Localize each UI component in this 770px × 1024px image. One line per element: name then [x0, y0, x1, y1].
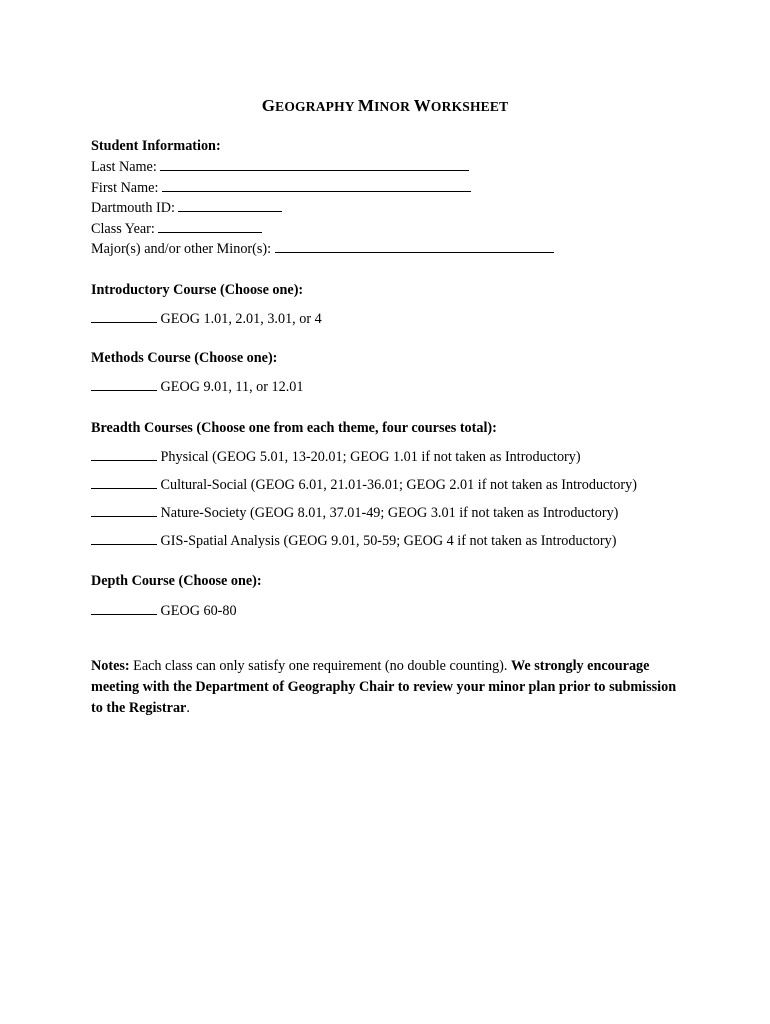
last-name-field[interactable] — [160, 157, 469, 171]
breadth-option: Physical (GEOG 5.01, 13-20.01; GEOG 1.01 if not taken as Introductory) — [160, 449, 581, 465]
intro-course-field[interactable] — [91, 309, 157, 323]
methods-heading: Methods Course (Choose one): — [91, 350, 278, 366]
last-name-row — [91, 157, 469, 176]
intro-row — [91, 309, 322, 328]
title-part: G — [261, 96, 276, 115]
dartmouth-id-label: Dartmouth ID: — [91, 200, 175, 216]
page-title — [0, 96, 770, 116]
depth-course-field[interactable] — [91, 601, 157, 615]
depth-options: GEOG 60-80 — [160, 603, 237, 619]
first-name-row — [91, 178, 471, 197]
methods-course-field[interactable] — [91, 377, 157, 391]
breadth-option: GIS-Spatial Analysis (GEOG 9.01, 50-59; GEOG 4 if not taken as Introductory) — [160, 533, 617, 549]
breadth-course-field[interactable] — [91, 503, 157, 517]
first-name-label: First Name: — [91, 180, 159, 196]
first-name-field[interactable] — [162, 178, 471, 192]
title-part: ORKSHEET — [430, 99, 509, 114]
breadth-row — [91, 475, 637, 494]
notes-text: Each class can only satisfy one requirement (no double counting). — [129, 658, 511, 674]
breadth-option: Cultural-Social (GEOG 6.01, 21.01-36.01; GEOG 2.01 if not taken as Introductory) — [160, 477, 637, 493]
breadth-row — [91, 447, 581, 466]
class-year-label: Class Year: — [91, 221, 155, 237]
majors-minors-field[interactable] — [275, 239, 554, 253]
title-part: M — [357, 96, 375, 115]
majors-minors-row — [91, 239, 554, 258]
intro-options: GEOG 1.01, 2.01, 3.01, or 4 — [160, 311, 322, 327]
title-part: W — [413, 96, 431, 115]
last-name-label: Last Name: — [91, 159, 157, 175]
dartmouth-id-field[interactable] — [178, 198, 282, 212]
intro-heading: Introductory Course (Choose one): — [91, 282, 304, 298]
student-info-heading: Student Information: — [91, 138, 221, 154]
breadth-course-field[interactable] — [91, 531, 157, 545]
title-part: INOR — [374, 99, 414, 114]
breadth-option: Nature-Society (GEOG 8.01, 37.01-49; GEOG 3.01 if not taken as Introductory) — [160, 505, 619, 521]
breadth-course-field[interactable] — [91, 475, 157, 489]
breadth-heading: Breadth Courses (Choose one from each theme, four courses total): — [91, 420, 497, 436]
majors-minors-label: Major(s) and/or other Minor(s): — [91, 241, 272, 257]
depth-heading: Depth Course (Choose one): — [91, 573, 262, 589]
breadth-row — [91, 531, 616, 550]
depth-row — [91, 601, 237, 620]
breadth-course-field[interactable] — [91, 447, 157, 461]
breadth-row — [91, 503, 618, 522]
notes-strong-text: We strongly encourage meeting with the Department of Geography Chair to review your minor plan prior to submission to the Registrar — [91, 658, 677, 716]
notes-paragraph — [91, 656, 681, 719]
class-year-field[interactable] — [158, 219, 262, 233]
title-part: EOGRAPHY — [275, 99, 358, 114]
class-year-row — [91, 219, 262, 238]
notes-label: Notes: — [91, 658, 130, 674]
methods-row — [91, 377, 303, 396]
methods-options: GEOG 9.01, 11, or 12.01 — [160, 379, 304, 395]
dartmouth-id-row — [91, 198, 282, 217]
notes-end: . — [186, 700, 190, 716]
